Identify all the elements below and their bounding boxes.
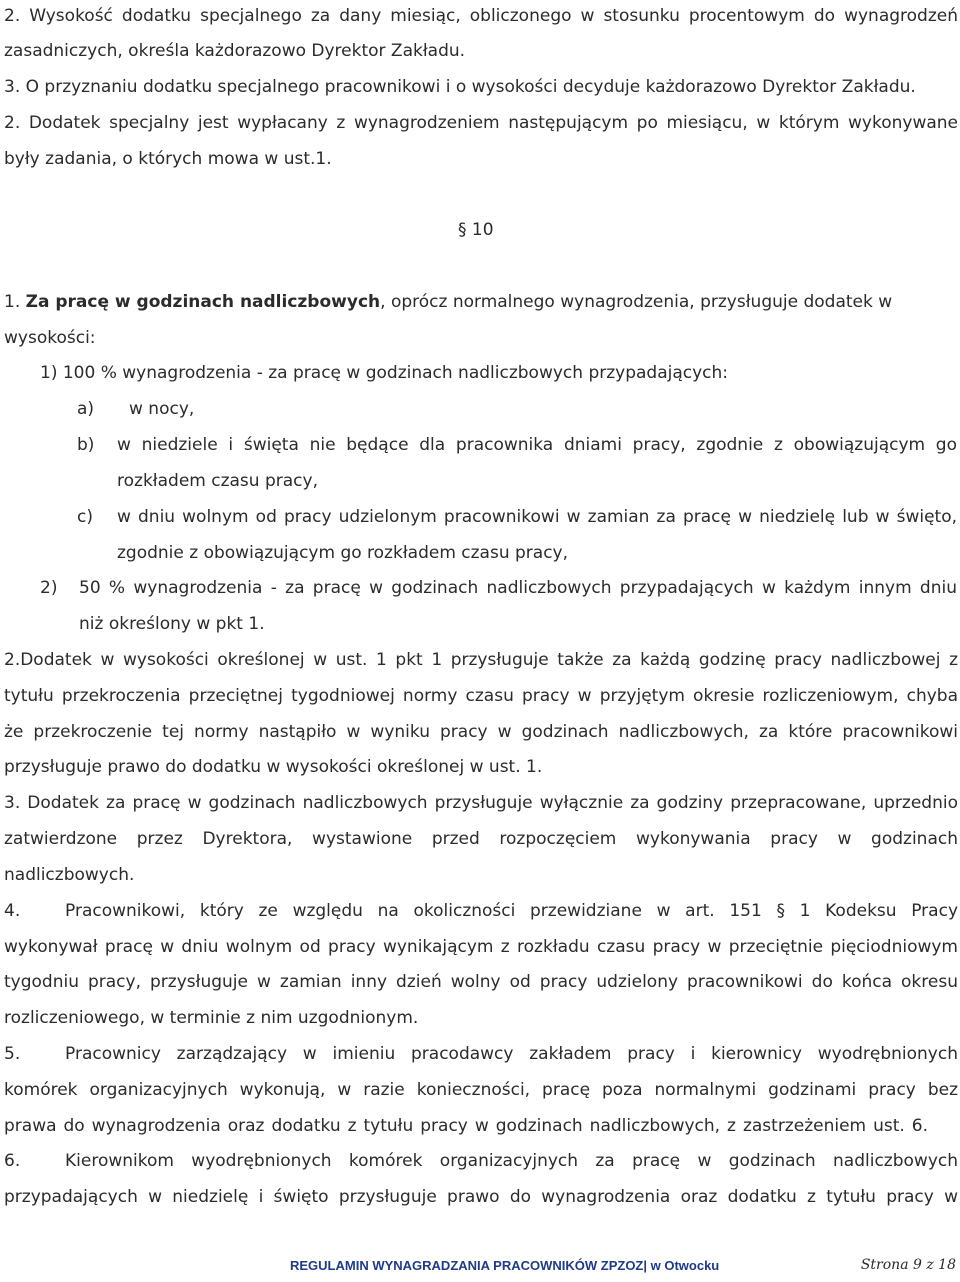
paragraph-line: tytułu przekroczenia przeciętnej tygodniowej normy czasu pracy w przyjętym okresie rozliczeniowym, chyba: [4, 686, 958, 706]
list-label: c): [77, 507, 93, 527]
paragraph-line: 3. O przyznaniu dodatku specjalnego pracownikowi i o wysokości decyduje każdorazowo Dyrektor Zakładu.: [4, 77, 916, 97]
paragraph-line: komórek organizacyjnych wykonują, w razie konieczności, pracę poza normalnymi godzinami pracy bez: [4, 1080, 958, 1100]
footer-page-number: Strona 9 z 18: [860, 1257, 956, 1273]
paragraph-number: 1.: [4, 292, 21, 312]
list-label: b): [77, 435, 95, 455]
paragraph-line: zasadniczych, określa każdorazowo Dyrektor Zakładu.: [4, 41, 466, 61]
list-item: niż określony w pkt 1.: [79, 614, 265, 634]
paragraph-line: wysokości:: [4, 328, 96, 348]
list-item: rozkładem czasu pracy,: [117, 471, 318, 491]
list-item: zgodnie z obowiązującym go rozkładem czasu pracy,: [117, 543, 569, 563]
paragraph-number: 5.: [4, 1044, 21, 1064]
paragraph-number: 4.: [4, 901, 21, 921]
paragraph-line: nadliczbowych.: [4, 865, 135, 885]
paragraph-line: 2. Dodatek specjalny jest wypłacany z wynagrodzeniem następującym po miesiącu, w którym wykonywane: [4, 113, 958, 133]
paragraph-line: przysługuje prawo do dodatku w wysokości określonej w ust. 1.: [4, 757, 543, 777]
paragraph-line: że przekroczenie tej normy nastąpiło w wyniku pracy w godzinach nadliczbowych, za które pracownikowi: [4, 722, 958, 742]
list-label: a): [77, 399, 95, 419]
paragraph-line: [4, 290, 958, 314]
list-item: w dniu wolnym od pracy udzielonym pracownikowi w zamian za pracę w niedzielę lub w święto,: [117, 507, 957, 527]
paragraph-line: Pracownikowi, który ze względu na okoliczności przewidziane w art. 151 § 1 Kodeksu Pracy: [65, 901, 958, 921]
paragraph-line: rozliczeniowego, w terminie z nim uzgodnionym.: [4, 1008, 419, 1028]
list-label: 2): [40, 578, 58, 598]
paragraph-line: przypadających w niedzielę i święto przysługuje prawo do wynagrodzenia oraz dodatku z tytułu pracy w: [4, 1187, 958, 1207]
paragraph-line: tygodniu pracy, przysługuje w zamian inny dzień wolny od pracy udzielony pracownikowi do końca okresu: [4, 972, 958, 992]
list-item: 1) 100 % wynagrodzenia - za pracę w godzinach nadliczbowych przypadających:: [40, 363, 729, 383]
paragraph-line: 2.Dodatek w wysokości określonej w ust. 1 pkt 1 przysługuje także za każdą godzinę pracy nadliczbowej z: [4, 650, 958, 670]
bold-phrase: Za pracę w godzinach nadliczbowych: [25, 292, 381, 312]
paragraph-line: Kierownikom wyodrębnionych komórek organizacyjnych za pracę w godzinach nadliczbowych: [65, 1151, 958, 1171]
paragraph-line: prawa do wynagrodzenia oraz dodatku z tytułu pracy w godzinach nadliczbowych, z zastrzeżeniem ust. 6.: [4, 1116, 928, 1136]
paragraph-text: , oprócz normalnego wynagrodzenia, przysługuje dodatek w: [380, 292, 893, 312]
footer-document-title: REGULAMIN WYNAGRADZANIA PRACOWNIKÓW ZPZOZ| w Otwocku: [290, 1258, 720, 1273]
paragraph-line: Pracownicy zarządzający w imieniu pracodawcy zakładem pracy i kierownicy wyodrębnionych: [65, 1044, 958, 1064]
paragraph-line: były zadania, o których mowa w ust.1.: [4, 149, 332, 169]
paragraph-number: 6.: [4, 1151, 21, 1171]
list-item: w niedziele i święta nie będące dla pracownika dniami pracy, zgodnie z obowiązującym go: [117, 435, 957, 455]
section-heading: § 10: [458, 220, 494, 240]
list-item: 50 % wynagrodzenia - za pracę w godzinach nadliczbowych przypadających w każdym innym dniu: [79, 578, 957, 598]
paragraph-line: 3. Dodatek za pracę w godzinach nadliczbowych przysługuje wyłącznie za godziny przepracowane, uprzednio: [4, 793, 958, 813]
paragraph-line: zatwierdzone przez Dyrektora, wystawione przed rozpoczęciem wykonywania pracy w godzinach: [4, 829, 958, 849]
paragraph-line: 2. Wysokość dodatku specjalnego za dany miesiąc, obliczonego w stosunku procentowym do wynagrodzeń: [4, 6, 958, 26]
paragraph-line: wykonywał pracę w dniu wolnym od pracy wynikającym z rozkładu czasu pracy w przeciętnie pięciodniowym: [4, 937, 958, 957]
list-item: w nocy,: [129, 399, 195, 419]
